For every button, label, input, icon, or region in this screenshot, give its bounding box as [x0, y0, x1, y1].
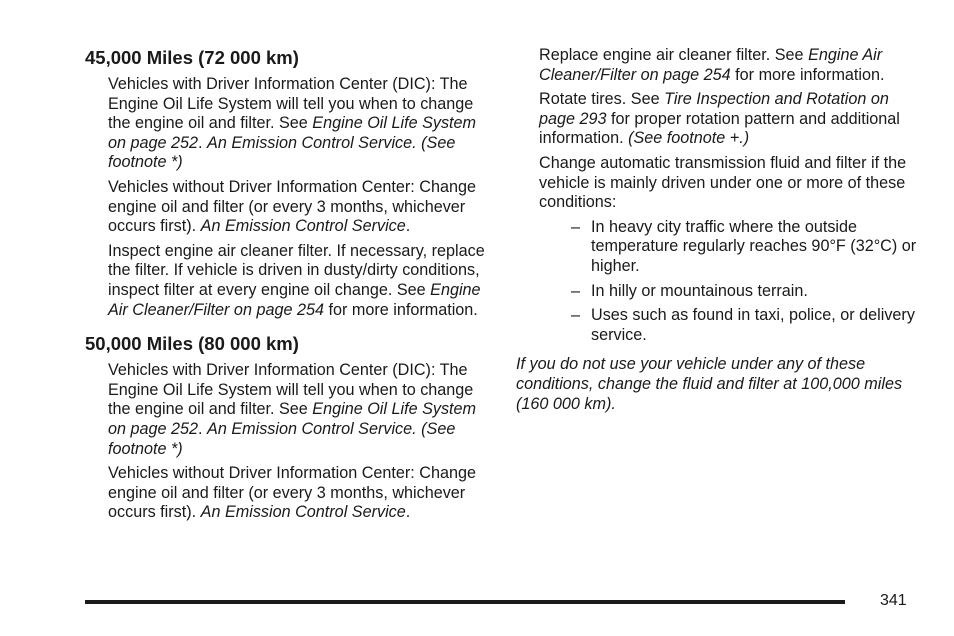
paragraph-dic-45000 — [85, 75, 495, 173]
list-item — [516, 306, 921, 345]
text-span: . — [405, 217, 411, 236]
paragraph-dic-50000 — [85, 361, 495, 459]
note-text: If you do not use your vehicle under any of these conditions, change the fluid and filter at 100,000 miles (160 000 km). — [516, 355, 903, 413]
text-span: for more information. — [730, 65, 885, 84]
dash-bullet: – — [571, 306, 581, 325]
text-span: Vehicles without Driver Information Center: Change engine oil and filter (or every 3 months, whichever occurs first). — [108, 464, 476, 522]
text-span: . — [198, 133, 208, 152]
section-heading-50000: 50,000 Miles (80 000 km) — [85, 333, 299, 355]
left-column — [85, 46, 495, 528]
text-span: Rotate tires. See — [539, 90, 665, 109]
cross-reference: Engine Oil Life System on page 252 — [108, 400, 477, 438]
right-column — [516, 46, 921, 419]
service-note: An Emission Control Service. (See footnote *) — [108, 419, 456, 458]
cross-reference: Engine Oil Life System on page 252 — [108, 114, 477, 152]
paragraph-replace-air-filter — [516, 46, 921, 85]
text-span: . — [198, 419, 208, 438]
cross-reference: Engine Air Cleaner/Filter on page 254 — [539, 46, 883, 84]
list-item-text: In hilly or mountainous terrain. — [591, 281, 808, 300]
list-item-text: In heavy city traffic where the outside temperature regularly reaches 90°F (32°C) or higher. — [591, 217, 917, 275]
text-span: Inspect engine air cleaner filter. If necessary, replace the filter. If vehicle is driven in dusty/dirty conditions, inspect filter at every engine oil change. See — [108, 241, 485, 299]
cross-reference: Tire Inspection and Rotation on page 293 — [539, 90, 889, 128]
section-heading-45000: 45,000 Miles (72 000 km) — [85, 47, 299, 68]
footer-rule — [85, 600, 845, 604]
service-note: An Emission Control Service — [200, 217, 406, 236]
paragraph-no-dic-45000 — [85, 178, 495, 237]
service-note: An Emission Control Service. (See footnote *) — [108, 133, 456, 172]
text-span: for proper rotation pattern and additional information. — [539, 109, 900, 148]
text-span: Vehicles with Driver Information Center (DIC): The Engine Oil Life System will tell you when to change the engine oil and filter. See — [108, 361, 474, 419]
paragraph-no-dic-50000 — [85, 464, 495, 523]
text-span: Vehicles without Driver Information Center: Change engine oil and filter (or every 3 months, whichever occurs first). — [108, 177, 476, 236]
italic-note — [516, 355, 921, 414]
text-span: . — [405, 503, 411, 522]
dash-bullet: – — [571, 217, 581, 236]
list-item-text: Uses such as found in taxi, police, or delivery service. — [591, 306, 915, 344]
dash-bullet: – — [571, 281, 581, 300]
list-item — [516, 218, 921, 277]
text-span: Change automatic transmission fluid and filter if the vehicle is mainly driven under one or more of these conditions: — [539, 153, 907, 212]
service-note: (See footnote +.) — [628, 129, 750, 148]
paragraph-air-filter-45000 — [85, 242, 495, 320]
service-note: An Emission Control Service — [200, 503, 406, 522]
page-number: 341 — [880, 592, 907, 609]
text-span: Replace engine air cleaner filter. See — [539, 46, 809, 64]
text-span: Vehicles with Driver Information Center (DIC): The Engine Oil Life System will tell you when to change the engine oil and filter. See — [108, 75, 474, 133]
cross-reference: Engine Air Cleaner/Filter on page 254 — [108, 280, 481, 319]
paragraph-transmission-fluid — [516, 154, 921, 213]
list-item — [516, 282, 921, 302]
text-span: for more information. — [323, 300, 478, 319]
paragraph-rotate-tires — [516, 90, 921, 149]
